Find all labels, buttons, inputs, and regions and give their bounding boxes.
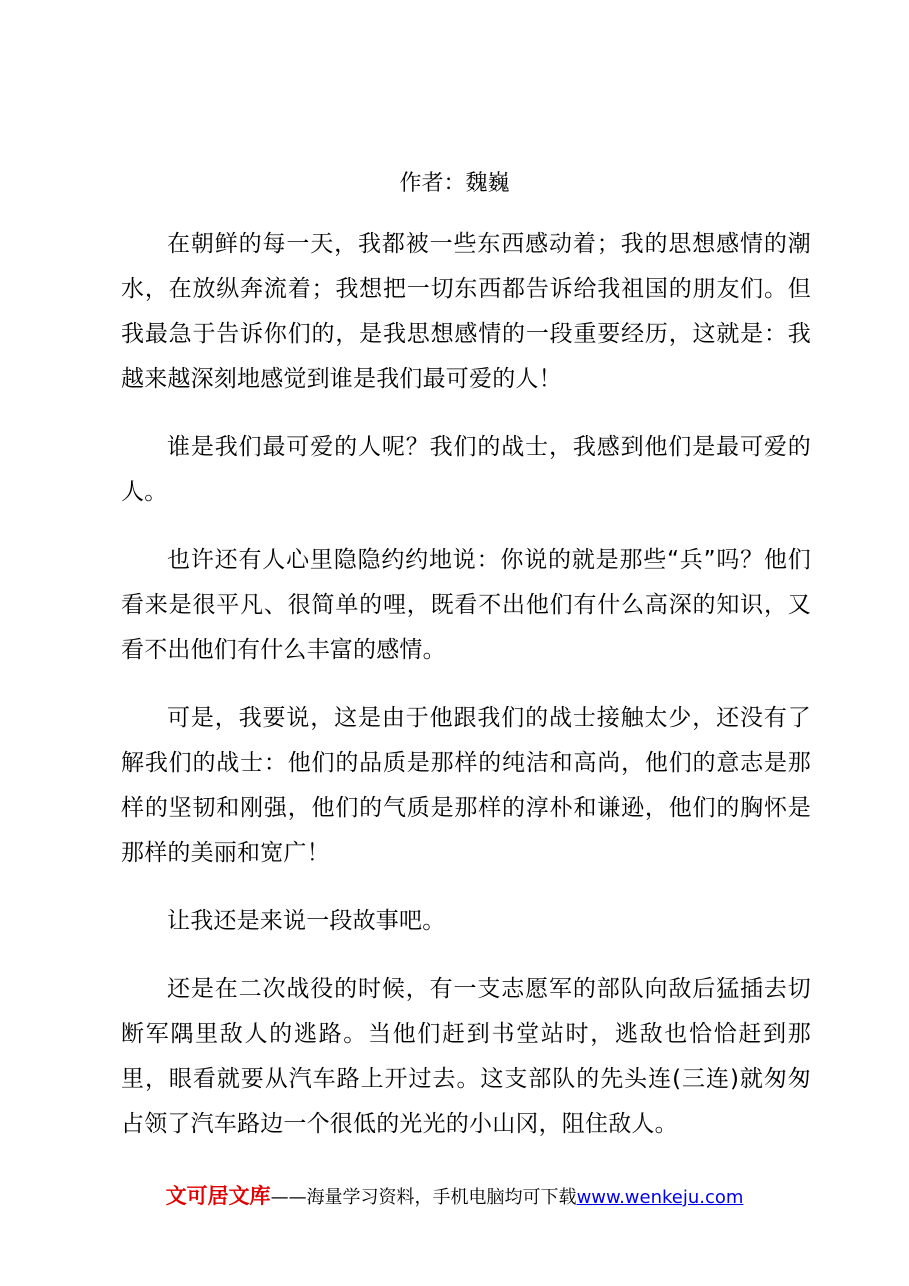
footer-brand: 文可居文库 — [165, 1184, 271, 1208]
paragraph: 可是，我要说，这是由于他跟我们的战士接触太少，还没有了解我们的战士：他们的品质是那样的纯洁和高尚，他们的意志是那样的坚韧和刚强，他们的气质是那样的淳朴和谦逊，他们的胸怀是那样的美丽和宽广！ — [121, 705, 811, 866]
paragraph: 谁是我们最可爱的人呢？我们的战士，我感到他们是最可爱的人。 — [121, 434, 811, 505]
document-body — [121, 222, 811, 1170]
footer-website-link[interactable]: www.wenkeju.com — [576, 1187, 744, 1208]
page-footer — [0, 1181, 909, 1213]
paragraph: 还是在二次战役的时候，有一支志愿军的部队向敌后猛插去切断军隅里敌人的逃路。当他们赶到书堂站时，逃敌也恰恰赶到那里，眼看就要从汽车路上开过去。这支部队的先头连(三连)就匆匆占领了汽车路边一个很低的光光的小山冈，阻住敌人。 — [121, 976, 811, 1137]
paragraph: 让我还是来说一段故事吧。 — [167, 908, 446, 934]
footer-tagline: ——海量学习资料，手机电脑均可下载 — [270, 1187, 577, 1208]
paragraph: 在朝鲜的每一天，我都被一些东西感动着；我的思想感情的潮水，在放纵奔流着；我想把一切东西都告诉给我祖国的朋友们。但我最急于告诉你们的，是我思想感情的一段重要经历，这就是：我越来越深刻地感觉到谁是我们最可爱的人！ — [121, 231, 811, 392]
author-line: 作者：魏巍 — [399, 171, 510, 196]
paragraph: 也许还有人心里隐隐约约地说：你说的就是那些“兵”吗？他们看来是很平凡、很简单的哩，既看不出他们有什么高深的知识，又看不出他们有什么丰富的感情。 — [121, 547, 811, 663]
